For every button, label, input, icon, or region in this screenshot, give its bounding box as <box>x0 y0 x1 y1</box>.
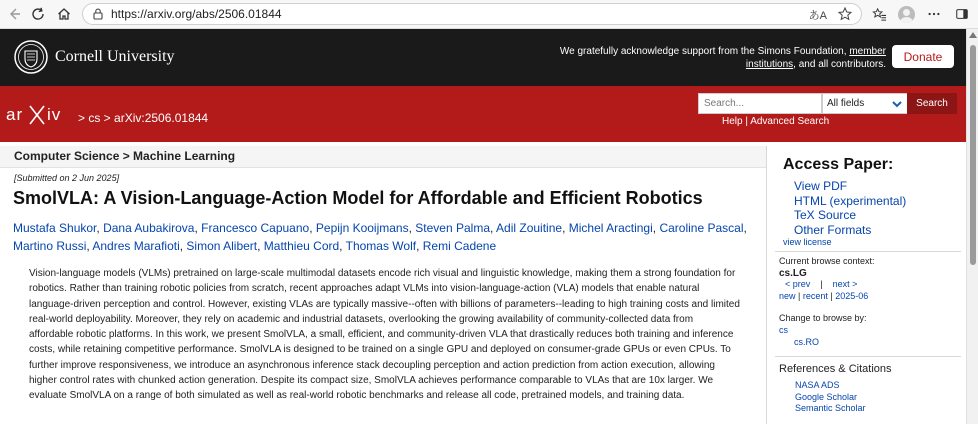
search-button[interactable]: Search <box>907 93 957 114</box>
author-separator: , <box>339 239 346 253</box>
arxiv-header <box>0 86 966 142</box>
abstract-text: Vision-language models (VLMs) pretrained on large-scale multimodal datasets encode rich visual and linguistic knowledge, making them a strong foundation for robotics. Rather than training robotic policies from scratch, recent approaches adapt VLMs into vision-language-action (VLA) models that enable natural language-driven perception and control. However, existing VLAs are typically massive--often with billions of parameters--leading to high training costs and limited real-world deployability. Moreover, they rely on academic and industrial datasets, overlooking the growing availability of community-collected data from affordable robotic platforms. In this work, we present SmolVLA, a small, efficient, and community-driven VLA that drastically reduces both training and inference costs, while retaining competitive performance. SmolVLA is designed to be trained on a single GPU and deployed on consumer-grade GPUs or even CPUs. To further improve responsiveness, we introduce an asynchronous inference stack decoupling perception and action prediction from action execution, allowing higher control rates with chunked action generation. Despite its compact size, SmolVLA achieves performance comparable to VLAs that are 10x larger. We evaluate SmolVLA on a range of both simulated as well as real-world robotic benchmarks and release all code, pretrained models, and training data. <box>29 268 740 402</box>
help-link[interactable]: Help <box>722 116 743 127</box>
search-input[interactable]: Search... <box>698 93 822 114</box>
divider <box>775 356 961 357</box>
back-icon[interactable] <box>4 4 24 24</box>
change-browse-label: Change to browse by: <box>779 313 867 323</box>
cornell-university-name[interactable]: Cornell University <box>55 48 175 65</box>
new-link[interactable]: new <box>779 290 796 301</box>
member-institutions-link[interactable]: member institutions <box>745 46 886 70</box>
home-icon[interactable] <box>54 4 74 24</box>
author-link[interactable]: Adil Zouitine <box>496 221 563 235</box>
browse-context: Current browse context: cs.LG < prev | next > new | recent | 2025-06 <box>779 256 875 301</box>
reference-links <box>795 380 866 415</box>
svg-text:ar: ar <box>6 105 24 124</box>
refresh-icon[interactable] <box>28 4 48 24</box>
author-separator: , <box>179 239 187 253</box>
format-links <box>794 179 906 237</box>
submission-date: [Submitted on 2 Jun 2025] <box>14 173 120 183</box>
month-link[interactable]: 2025-06 <box>835 290 869 301</box>
advanced-search-link[interactable]: Advanced Search <box>750 116 830 127</box>
author-link[interactable]: Francesco Capuano <box>201 221 310 235</box>
view-pdf-link[interactable]: View PDF <box>794 179 848 193</box>
help-links <box>722 116 829 127</box>
prev-link[interactable]: < prev <box>785 279 811 289</box>
author-link[interactable]: Matthieu Cord <box>263 239 340 253</box>
sidebar-toggle-icon[interactable] <box>953 5 971 23</box>
author-separator: , <box>490 221 497 235</box>
tex-source-link[interactable]: TeX Source <box>794 208 857 222</box>
author-separator: , <box>416 239 423 253</box>
recent-link[interactable]: recent <box>802 290 828 301</box>
next-link[interactable]: next > <box>832 279 858 289</box>
right-sidebar <box>766 146 966 424</box>
scroll-up-icon[interactable] <box>969 32 977 38</box>
author-link[interactable]: Michel Aractingi <box>568 221 653 235</box>
references-heading: References & Citations <box>779 363 892 375</box>
author-separator: , <box>743 221 747 235</box>
support-acknowledgement <box>556 45 886 71</box>
cornell-seal-logo[interactable] <box>14 40 48 74</box>
browse-cs-link[interactable]: cs <box>779 325 788 335</box>
svg-text:iv: iv <box>47 105 62 124</box>
browse-csro-link[interactable]: cs.RO <box>794 337 820 347</box>
divider <box>775 251 961 252</box>
author-link[interactable]: Caroline Pascal <box>659 221 744 235</box>
profile-avatar[interactable] <box>897 5 915 23</box>
author-link[interactable]: Mustafa Shukor <box>13 221 97 235</box>
favorite-star-icon[interactable] <box>837 6 853 22</box>
more-options-icon[interactable] <box>925 5 943 23</box>
search-field-select[interactable] <box>822 93 908 114</box>
semantic-scholar-link[interactable]: Semantic Scholar <box>795 403 866 413</box>
author-link[interactable]: Simon Alibert <box>186 239 258 253</box>
author-link[interactable]: Martino Russi <box>13 239 87 253</box>
author-separator: , <box>194 221 202 235</box>
browser-toolbar <box>0 0 978 29</box>
paper-title: SmolVLA: A Vision-Language-Action Model for Affordable and Efficient Robotics <box>13 188 703 208</box>
author-separator: , <box>652 221 660 235</box>
author-link[interactable]: Andres Marafioti <box>92 239 180 253</box>
view-license-link[interactable]: view license <box>783 237 832 247</box>
site-info-icon[interactable] <box>91 7 105 21</box>
author-separator: , <box>96 221 104 235</box>
author-link[interactable]: Pepijn Kooijmans <box>315 221 409 235</box>
cornell-banner <box>0 29 966 86</box>
chevron-down-icon <box>890 97 904 111</box>
author-separator: , <box>562 221 569 235</box>
author-list <box>13 219 753 255</box>
browse-context-label: Current browse context: <box>779 256 875 266</box>
author-separator: , <box>408 221 416 235</box>
scrollbar-thumb[interactable] <box>970 45 976 265</box>
nasa-ads-link[interactable]: NASA ADS <box>795 380 840 390</box>
search-field-value: All fields <box>827 98 865 109</box>
address-bar[interactable] <box>82 3 862 25</box>
author-separator: , <box>309 221 316 235</box>
arxiv-logo[interactable] <box>6 102 80 126</box>
other-formats-link[interactable]: Other Formats <box>794 222 872 237</box>
page-scrollbar[interactable] <box>966 29 978 424</box>
subject-heading: Computer Science > Machine Learning <box>14 149 236 163</box>
access-paper-heading: Access Paper: <box>783 156 894 173</box>
favorites-icon[interactable] <box>870 5 888 23</box>
support-tail: , and all contributors. <box>793 59 886 70</box>
pipe-separator: | <box>820 279 823 289</box>
author-separator: , <box>257 239 264 253</box>
subject-bar <box>0 146 766 168</box>
author-link[interactable]: Remi Cadene <box>422 239 497 253</box>
google-scholar-link[interactable]: Google Scholar <box>795 391 858 402</box>
support-text: We gratefully acknowledge support from the Simons Foundation, <box>559 46 847 57</box>
help-separator: | <box>742 116 751 127</box>
url-text[interactable]: https://arxiv.org/abs/2506.01844 <box>111 7 282 21</box>
author-link[interactable]: Dana Aubakirova <box>103 221 195 235</box>
read-aloud-icon[interactable]: あA <box>808 10 827 22</box>
author-link[interactable]: Steven Palma <box>415 221 490 235</box>
breadcrumb[interactable]: > cs > arXiv:2506.01844 <box>78 111 209 125</box>
browse-context-value: cs.LG <box>779 267 807 279</box>
html-experimental-link[interactable]: HTML (experimental) <box>794 193 907 208</box>
author-separator: , <box>86 239 93 253</box>
donate-button[interactable]: Donate <box>892 45 954 68</box>
change-browse <box>779 312 867 348</box>
author-link[interactable]: Thomas Wolf <box>345 239 417 253</box>
